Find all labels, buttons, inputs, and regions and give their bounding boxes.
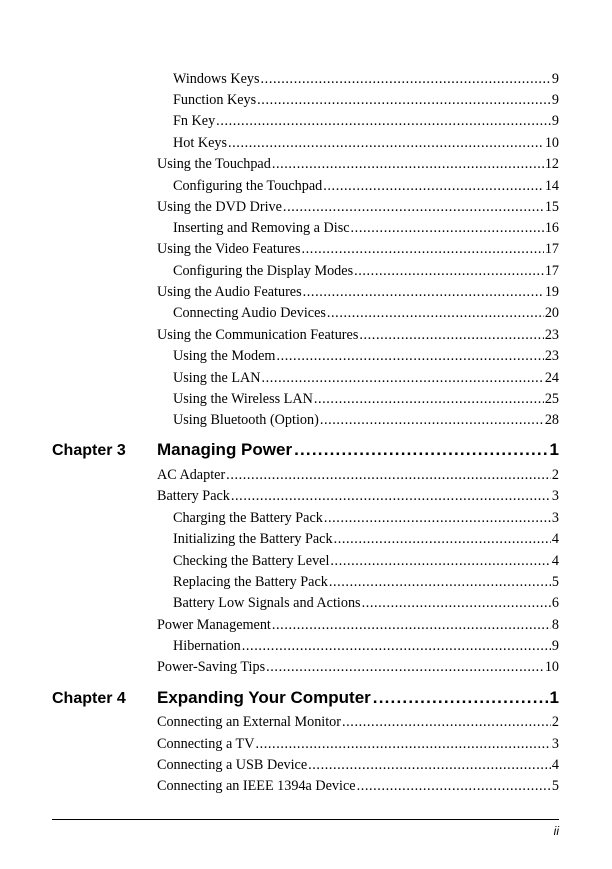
dot-leader bbox=[359, 327, 543, 344]
toc-entry-title: Connecting a USB Device bbox=[157, 757, 308, 773]
toc-entry-page: 20 bbox=[544, 305, 559, 321]
dot-leader bbox=[327, 305, 544, 322]
toc-entry-title: Replacing the Battery Pack bbox=[173, 574, 328, 590]
toc-entry-title: Connecting an External Monitor bbox=[157, 714, 342, 730]
dot-leader bbox=[272, 156, 544, 173]
dot-leader bbox=[357, 778, 551, 795]
toc-entry-title: Configuring the Touchpad bbox=[173, 178, 323, 194]
dot-leader bbox=[261, 370, 543, 387]
dot-leader bbox=[302, 241, 544, 258]
toc-entry[interactable] bbox=[173, 595, 559, 614]
toc-entry-page: 5 bbox=[551, 778, 559, 794]
toc-entry-title: Using the Modem bbox=[173, 348, 276, 364]
toc-entry[interactable] bbox=[173, 531, 559, 550]
toc-entry-title: Configuring the Display Modes bbox=[173, 263, 354, 279]
dot-leader bbox=[283, 199, 544, 216]
toc-entry-page: 3 bbox=[551, 736, 559, 752]
page-number: ii bbox=[553, 824, 559, 838]
dot-leader bbox=[334, 531, 551, 548]
toc-entry-title: Checking the Battery Level bbox=[173, 553, 330, 569]
toc-entry-title: Function Keys bbox=[173, 92, 257, 108]
dot-leader bbox=[323, 178, 544, 195]
dot-leader bbox=[276, 348, 543, 365]
dot-leader bbox=[320, 412, 544, 429]
toc-entry-title: Inserting and Removing a Disc bbox=[173, 220, 350, 236]
toc-entry-title: Windows Keys bbox=[173, 71, 260, 87]
toc-entry-page: 24 bbox=[544, 370, 559, 386]
toc-entry-title: Using the Touchpad bbox=[157, 156, 271, 172]
toc-entry-title: Initializing the Battery Pack bbox=[173, 531, 333, 547]
dot-leader bbox=[351, 220, 544, 237]
toc-entry-page: 28 bbox=[544, 412, 559, 428]
toc-entry-page: 3 bbox=[551, 510, 559, 526]
toc-entry[interactable] bbox=[157, 659, 559, 678]
chapter-label: Chapter 4 bbox=[52, 690, 126, 707]
chapter-page: 1 bbox=[549, 688, 559, 707]
dot-leader bbox=[373, 688, 548, 708]
toc-entry-title: Hot Keys bbox=[173, 135, 227, 151]
toc-entry-page: 4 bbox=[551, 553, 559, 569]
toc-entry[interactable] bbox=[157, 467, 559, 486]
dot-leader bbox=[330, 553, 551, 570]
dot-leader bbox=[257, 92, 551, 109]
toc-entry-title: Battery Low Signals and Actions bbox=[173, 595, 361, 611]
footer-divider bbox=[52, 819, 559, 820]
chapter-heading[interactable] bbox=[157, 440, 559, 462]
toc-entry[interactable] bbox=[157, 778, 559, 797]
toc-entry[interactable] bbox=[173, 92, 559, 111]
toc-entry-title: Connecting an IEEE 1394a Device bbox=[157, 778, 356, 794]
toc-entry[interactable] bbox=[173, 348, 559, 367]
dot-leader bbox=[303, 284, 544, 301]
toc-entry-page: 9 bbox=[551, 71, 559, 87]
toc-entry[interactable] bbox=[157, 757, 559, 776]
toc-entry[interactable] bbox=[157, 617, 559, 636]
toc-entry-title: Connecting Audio Devices bbox=[173, 305, 326, 321]
toc-entry-page: 9 bbox=[551, 113, 559, 129]
dot-leader bbox=[362, 595, 551, 612]
toc-entry-title: Using the DVD Drive bbox=[157, 199, 282, 215]
dot-leader bbox=[324, 510, 551, 527]
toc-entry[interactable] bbox=[173, 412, 559, 431]
toc-entry[interactable] bbox=[173, 391, 559, 410]
toc-entry[interactable] bbox=[157, 327, 559, 346]
toc-entry-page: 23 bbox=[544, 327, 559, 343]
toc-entry-title: Using the Video Features bbox=[157, 241, 301, 257]
toc-entry-page: 10 bbox=[544, 135, 559, 151]
toc-entry-title: Power Management bbox=[157, 617, 271, 633]
toc-entry-title: Using the Wireless LAN bbox=[173, 391, 313, 407]
toc-entry-page: 25 bbox=[544, 391, 559, 407]
toc-entry-page: 5 bbox=[551, 574, 559, 590]
toc-entry-title: Connecting a TV bbox=[157, 736, 255, 752]
toc-entry-page: 4 bbox=[551, 757, 559, 773]
toc-entry[interactable] bbox=[157, 241, 559, 260]
toc-entry-page: 9 bbox=[551, 638, 559, 654]
toc-entry-page: 8 bbox=[551, 617, 559, 633]
dot-leader bbox=[242, 638, 551, 655]
toc-entry-page: 14 bbox=[544, 178, 559, 194]
toc-entry-page: 2 bbox=[551, 467, 559, 483]
dot-leader bbox=[228, 135, 544, 152]
toc-entry-page: 6 bbox=[551, 595, 559, 611]
toc-entry-page: 4 bbox=[551, 531, 559, 547]
dot-leader bbox=[314, 391, 544, 408]
dot-leader bbox=[216, 113, 551, 130]
chapter-page: 1 bbox=[549, 440, 559, 459]
toc-entry[interactable] bbox=[173, 178, 559, 197]
dot-leader bbox=[231, 488, 551, 505]
toc-entry-page: 15 bbox=[544, 199, 559, 215]
toc-entry-title: Fn Key bbox=[173, 113, 216, 129]
dot-leader bbox=[261, 71, 551, 88]
dot-leader bbox=[226, 467, 551, 484]
dot-leader bbox=[354, 263, 544, 280]
toc-entry-page: 3 bbox=[551, 488, 559, 504]
toc-entry-page: 16 bbox=[544, 220, 559, 236]
toc-entry[interactable] bbox=[173, 510, 559, 529]
toc-entry-title: Using the Audio Features bbox=[157, 284, 302, 300]
toc-entry-page: 17 bbox=[544, 241, 559, 257]
toc-entry-page: 19 bbox=[544, 284, 559, 300]
toc-entry[interactable] bbox=[173, 263, 559, 282]
dot-leader bbox=[266, 659, 544, 676]
chapter-heading[interactable] bbox=[157, 688, 559, 710]
chapter-label: Chapter 3 bbox=[52, 442, 126, 459]
toc-entry[interactable] bbox=[173, 113, 559, 132]
dot-leader bbox=[294, 440, 547, 460]
toc-entry-title: Hibernation bbox=[173, 638, 241, 654]
toc-entry-page: 23 bbox=[544, 348, 559, 364]
toc-entry-page: 9 bbox=[551, 92, 559, 108]
toc-entry-title: Battery Pack bbox=[157, 488, 230, 504]
toc-entry-title: AC Adapter bbox=[157, 467, 226, 483]
toc-entry[interactable] bbox=[157, 199, 559, 218]
toc-entry-title: Using the Communication Features bbox=[157, 327, 359, 343]
toc-entry-title: Charging the Battery Pack bbox=[173, 510, 323, 526]
toc-entry-page: 10 bbox=[544, 659, 559, 675]
toc-entry-page: 12 bbox=[544, 156, 559, 172]
toc-entry-page: 2 bbox=[551, 714, 559, 730]
toc-entry[interactable] bbox=[157, 156, 559, 175]
toc-entry[interactable] bbox=[173, 638, 559, 657]
toc-entry[interactable] bbox=[157, 736, 559, 755]
chapter-title: Managing Power bbox=[157, 440, 293, 459]
toc-entry[interactable] bbox=[173, 220, 559, 239]
toc-entry[interactable] bbox=[173, 370, 559, 389]
toc-entry[interactable] bbox=[157, 488, 559, 507]
toc-entry[interactable] bbox=[173, 135, 559, 154]
dot-leader bbox=[308, 757, 551, 774]
toc-entry-title: Using Bluetooth (Option) bbox=[173, 412, 319, 428]
toc-entry-page: 17 bbox=[544, 263, 559, 279]
toc-entry[interactable] bbox=[173, 71, 559, 90]
toc-entry[interactable] bbox=[173, 553, 559, 572]
toc-entry[interactable] bbox=[173, 574, 559, 593]
dot-leader bbox=[272, 617, 551, 634]
toc-entry-title: Power-Saving Tips bbox=[157, 659, 266, 675]
toc-entry-title: Using the LAN bbox=[173, 370, 261, 386]
dot-leader bbox=[342, 714, 551, 731]
dot-leader bbox=[255, 736, 550, 753]
chapter-title: Expanding Your Computer bbox=[157, 688, 371, 707]
toc-entry[interactable] bbox=[157, 284, 559, 303]
toc-entry[interactable] bbox=[157, 714, 559, 733]
toc-entry[interactable] bbox=[173, 305, 559, 324]
dot-leader bbox=[329, 574, 551, 591]
